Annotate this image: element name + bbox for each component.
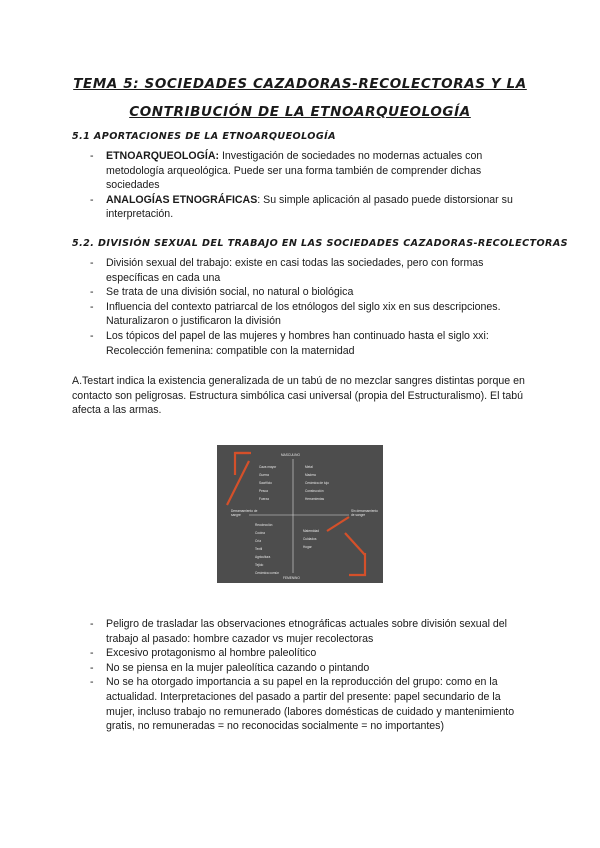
q1-item: Sacrificio	[259, 481, 272, 485]
division-figure	[217, 445, 383, 583]
q3-item: Tejido	[255, 563, 264, 567]
bottom-label: FEMENINO	[283, 576, 300, 580]
term-analogias: ANALOGÍAS ETNOGRÁFICAS	[106, 193, 258, 206]
list-item: - Los tópicos del papel de las mujeres y hombres han continuado hasta el siglo xxi: Recolección femenina: compatible con la maternidad	[106, 329, 526, 358]
title-line-1: TEMA 5: SOCIEDADES CAZADORAS-RECOLECTORAS Y LA	[73, 76, 527, 92]
q3-item: Textil	[255, 547, 263, 551]
arrow-bottom-right	[349, 553, 365, 575]
list-item: - No se ha otorgado importancia a su papel en la reproducción del grupo: como en la actualidad. Interpretaciones del pasado a partir del presente: papel secundario de la mujer, incluso trabajo no remunerado (labores domésticas de cuidado y mantenimiento gratis, no remuneradas = no reconocidas socialmente = no importantes)	[106, 675, 526, 733]
section-2-list	[106, 256, 526, 358]
top-label: MASCULINO	[281, 453, 300, 457]
q4-item: Cuidados	[303, 537, 317, 541]
q4-item: Maternidad	[303, 529, 319, 533]
definition-analogias: : Su simple aplicación al pasado puede distorsionar su interpretación.	[106, 193, 513, 221]
q2-item: Herramientas	[305, 497, 325, 501]
q3-item: Cría	[255, 539, 262, 543]
q3-item: Cocina	[255, 531, 265, 535]
section-3-list	[106, 617, 526, 734]
section-1-heading: 5.1 APORTACIONES DE LA ETNOARQUEOLOGÍA	[72, 131, 336, 142]
q3-item: Agricultura	[255, 555, 271, 559]
list-item: - No se piensa en la mujer paleolítica cazando o pintando	[106, 661, 526, 676]
diagonal-upper-left	[227, 461, 249, 505]
diagonal-right	[345, 533, 365, 555]
q2-item: Cerámica de lujo	[305, 481, 329, 485]
list-item	[106, 193, 526, 222]
q4-item: Hogar	[303, 545, 312, 549]
list-item: - Influencia del contexto patriarcal de los etnólogos del siglo xix en sus descripciones. Naturalizaron o justificaron la división	[106, 300, 526, 329]
definition-etnoarqueologia: Investigación de sociedades no modernas actuales con metodología arqueológica. Puede ser una forma también de comprender dichas sociedades	[106, 150, 483, 192]
diagonal-lower-right	[327, 517, 349, 531]
section-2-heading: 5.2. DIVISIÓN SEXUAL DEL TRABAJO EN LAS SOCIEDADES CAZADORAS-RECOLECTORAS	[72, 238, 568, 249]
list-item	[106, 149, 526, 193]
list-item: - Peligro de trasladar las observaciones etnográficas actuales sobre división sexual del trabajo al pasado: hombre cazador vs mujer recolectoras	[106, 617, 526, 646]
list-item: - Excesivo protagonismo al hombre paleolítico	[106, 646, 526, 661]
right-label: Sin derramamiento de sangre	[351, 509, 378, 517]
q1-item: Pesca	[259, 489, 268, 493]
q2-item: Metal	[305, 465, 313, 469]
title-line-2: CONTRIBUCIÓN DE LA ETNOARQUEOLOGÍA	[129, 104, 471, 120]
q1-item: Guerra	[259, 473, 269, 477]
q3-item: Cerámica común	[255, 571, 280, 575]
q1-item: Fuerza	[259, 497, 269, 501]
testart-paragraph: A.Testart indica la existencia generalizada de un tabú de no mezclar sangres distintas porque en contacto son peligrosas. Estructura simbólica casi universal (propia del Estructuralismo). El tabú afecta a las armas.	[72, 375, 525, 417]
section-1-list	[106, 149, 526, 222]
list-item: - División sexual del trabajo: existe en casi todas las sociedades, pero con formas específicas en cada una	[106, 256, 526, 285]
q3-item: Recolección	[255, 523, 273, 527]
term-etnoarqueologia: ETNOARQUEOLOGÍA:	[106, 150, 219, 162]
q2-item: Madera	[305, 473, 316, 477]
q1-item: Caza mayor	[259, 465, 277, 469]
left-label: Derramamiento de sangre	[231, 509, 258, 517]
list-item: - Se trata de una división social, no natural o biológica	[106, 285, 526, 300]
q2-item: Construcción	[305, 489, 324, 493]
